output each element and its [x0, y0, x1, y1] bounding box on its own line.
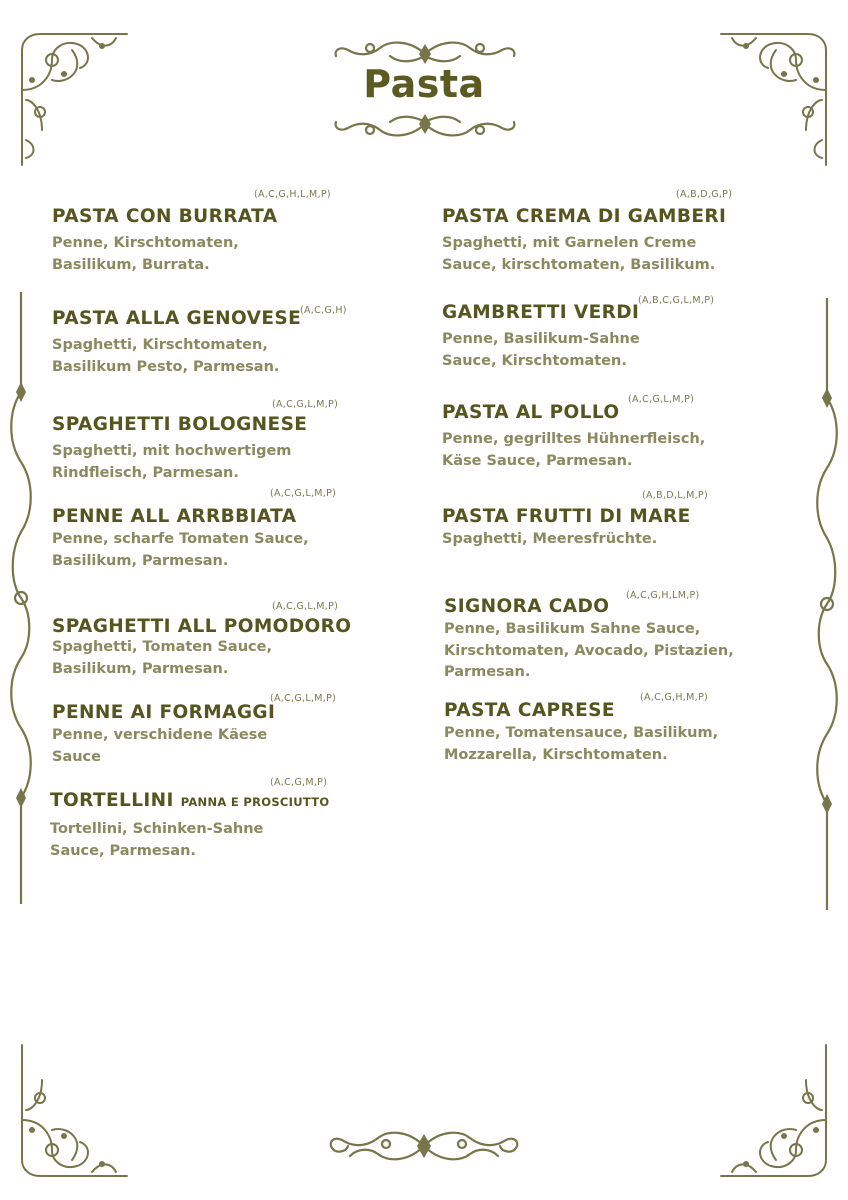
- allergen-codes: (A,B,C,G,L,M,P): [638, 295, 715, 306]
- corner-ornament-bottom-right: [716, 1040, 836, 1180]
- page-title: Pasta: [363, 62, 485, 106]
- dish-description: Tortellini, Schinken-Sahne Sauce, Parmesan.: [50, 821, 264, 859]
- allergen-codes: (A,C,G,H,L,M,P): [254, 189, 331, 200]
- menu-item-pasta-crema-di-gamberi: [442, 189, 733, 276]
- menu-item-signora-cado: [444, 590, 734, 684]
- dish-name: PASTA CREMA DI GAMBERI: [442, 206, 727, 227]
- allergen-codes: (A,C,G,L,M,P): [628, 394, 695, 405]
- dish-name: SPAGHETTI BOLOGNESE: [52, 414, 308, 435]
- allergen-codes: (A,B,D,L,M,P): [642, 490, 708, 501]
- dish-name: TORTELLINI PANNA E PROSCIUTTO: [50, 790, 330, 811]
- dish-name: PASTA CAPRESE: [444, 700, 615, 721]
- dish-name: SPAGHETTI ALL POMODORO: [52, 616, 352, 637]
- menu-item-spaghetti-all-pomodoro: [52, 601, 352, 680]
- dish-description: Spaghetti, Kirschtomaten, Basilikum Pesto, Parmesan.: [52, 337, 280, 375]
- menu-item-gambretti-verdi: [442, 295, 715, 372]
- allergen-codes: (A,C,G,L,M,P): [270, 693, 337, 704]
- dish-description: Penne, scharfe Tomaten Sauce, Basilikum, Parmesan.: [52, 531, 309, 569]
- dish-description: Spaghetti, mit Garnelen Creme Sauce, kirschtomaten, Basilikum.: [442, 235, 716, 273]
- menu-item-pasta-frutti-di-mare: [442, 490, 708, 551]
- menu-item-pasta-caprese: [444, 692, 719, 766]
- menu-item-spaghetti-bolognese: [52, 399, 339, 484]
- allergen-codes: (A,C,G,H,LM,P): [626, 590, 700, 601]
- menu-item-pasta-al-pollo: [442, 394, 706, 472]
- dish-name: PASTA ALLA GENOVESE: [52, 308, 302, 329]
- dish-name: SIGNORA CADO: [444, 596, 610, 617]
- allergen-codes: (A,B,D,G,P): [676, 189, 733, 200]
- menu-item-penne-all-arrbbiata: [52, 488, 337, 572]
- dish-description: Spaghetti, Meeresfrüchte.: [442, 531, 658, 547]
- left-vertical-border-ornament: [4, 292, 38, 904]
- dish-description: Penne, verschidene Käese Sauce: [52, 727, 268, 765]
- dish-description: Penne, Basilikum-Sahne Sauce, Kirschtomaten.: [442, 331, 640, 369]
- menu-item-tortellini: [50, 777, 330, 862]
- dish-description: Penne, Kirschtomaten, Basilikum, Burrata.: [52, 235, 239, 273]
- corner-ornament-bottom-left: [12, 1040, 132, 1180]
- allergen-codes: (A,C,G,M,P): [270, 777, 328, 788]
- dish-description: Spaghetti, mit hochwertigem Rindfleisch, Parmesan.: [52, 443, 292, 481]
- allergen-codes: (A,C,G,H,M,P): [640, 692, 708, 703]
- dish-name: PASTA AL POLLO: [442, 402, 620, 423]
- bottom-flourish-ornament: [326, 1118, 522, 1174]
- dish-name: GAMBRETTI VERDI: [442, 302, 640, 323]
- dish-name: PENNE ALL ARRBBIATA: [52, 506, 297, 527]
- dish-name: PASTA FRUTTI DI MARE: [442, 506, 691, 527]
- allergen-codes: (A,C,G,L,M,P): [272, 601, 339, 612]
- dish-subtitle: PANNA E PROSCIUTTO: [180, 795, 330, 809]
- menu-item-pasta-alla-genovese: [52, 305, 347, 378]
- dish-name: PENNE AI FORMAGGI: [52, 702, 276, 723]
- menu-item-pasta-con-burrata: [52, 189, 331, 276]
- dish-description: Spaghetti, Tomaten Sauce, Basilikum, Parmesan.: [52, 639, 272, 677]
- allergen-codes: (A,C,G,L,M,P): [272, 399, 339, 410]
- dish-description: Penne, gegrilltes Hühnerfleisch, Käse Sauce, Parmesan.: [442, 431, 706, 469]
- dish-description: Penne, Tomatensauce, Basilikum, Mozzarella, Kirschtomaten.: [444, 725, 719, 763]
- dish-name: PASTA CON BURRATA: [52, 206, 278, 227]
- menu-item-penne-ai-formaggi: [52, 693, 337, 768]
- dish-description: Penne, Basilikum Sahne Sauce, Kirschtomaten, Avocado, Pistazien, Parmesan.: [444, 621, 734, 680]
- allergen-codes: (A,C,G,L,M,P): [270, 488, 337, 499]
- allergen-codes: (A,C,G,H): [300, 305, 347, 316]
- right-vertical-border-ornament: [810, 298, 844, 910]
